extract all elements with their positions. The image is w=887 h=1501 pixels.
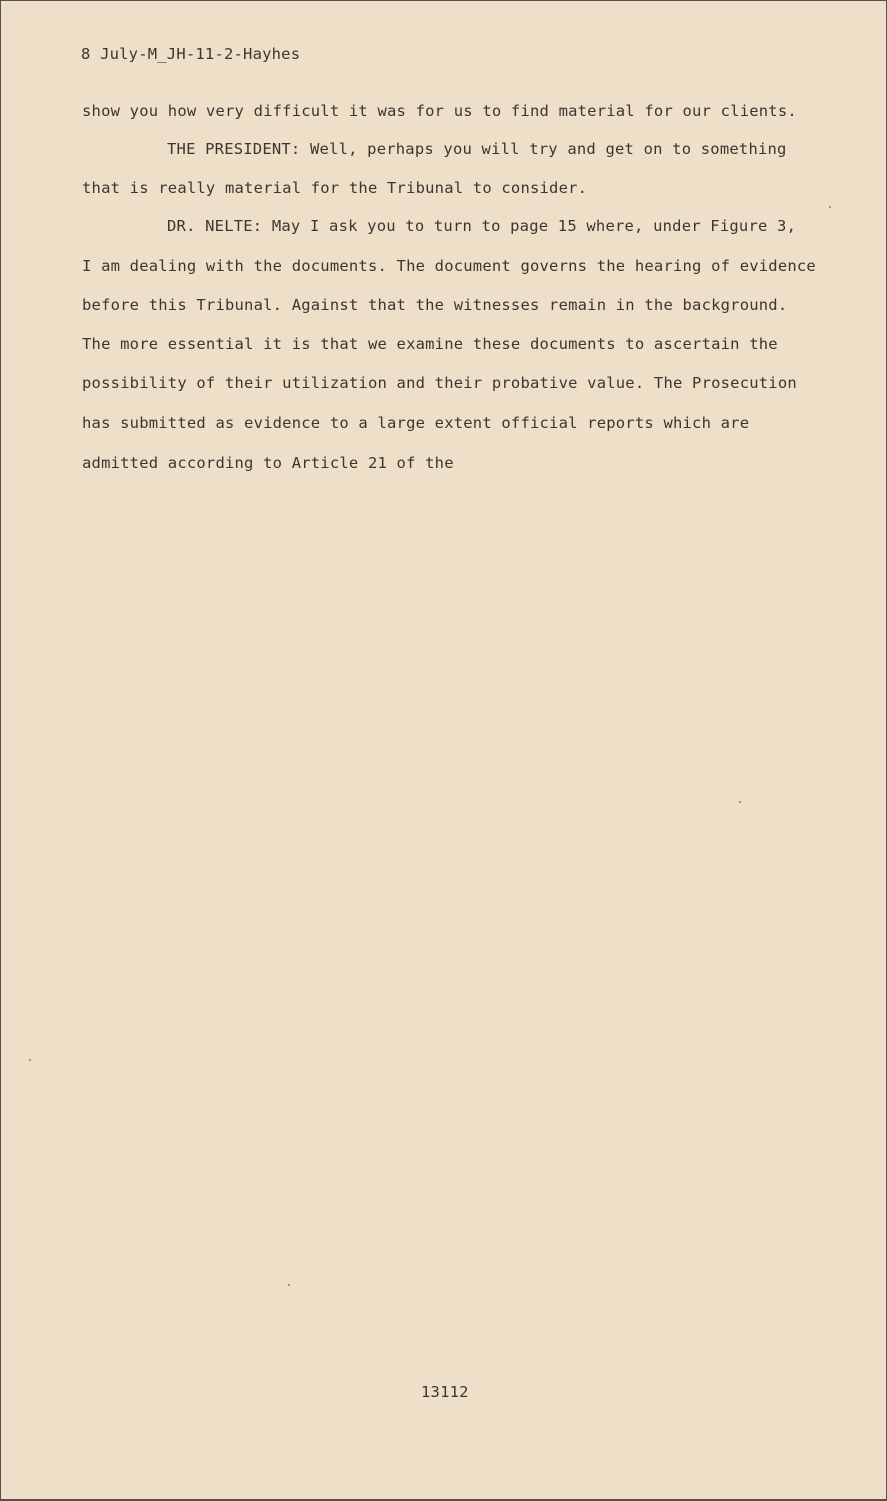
text-line: The more essential it is that we examine these documents to ascertain the	[82, 335, 778, 353]
paper-speck	[29, 1059, 31, 1061]
text-line: show you how very difficult it was for us to find material for our clients.	[82, 102, 797, 120]
paper-speck	[288, 1284, 290, 1286]
text-line: that is really material for the Tribunal to consider.	[82, 179, 588, 197]
text-line: before this Tribunal. Against that the witnesses remain in the background.	[82, 296, 788, 314]
page-number: 13112	[421, 1383, 469, 1401]
page-header: 8 July-M_JH-11-2-Hayhes	[81, 45, 301, 63]
text-line: THE PRESIDENT: Well, perhaps you will try and get on to something	[167, 140, 787, 158]
text-line: possibility of their utilization and their probative value. The Prosecution	[82, 374, 797, 392]
text-line: admitted according to Article 21 of the	[82, 454, 454, 472]
text-line: has submitted as evidence to a large extent official reports which are	[82, 414, 750, 432]
document-page	[1, 1, 886, 1499]
text-line: I am dealing with the documents. The document governs the hearing of evidence	[82, 257, 816, 275]
paper-speck	[829, 206, 831, 208]
paper-speck	[739, 801, 741, 803]
text-line: DR. NELTE: May I ask you to turn to page 15 where, under Figure 3,	[167, 217, 797, 235]
